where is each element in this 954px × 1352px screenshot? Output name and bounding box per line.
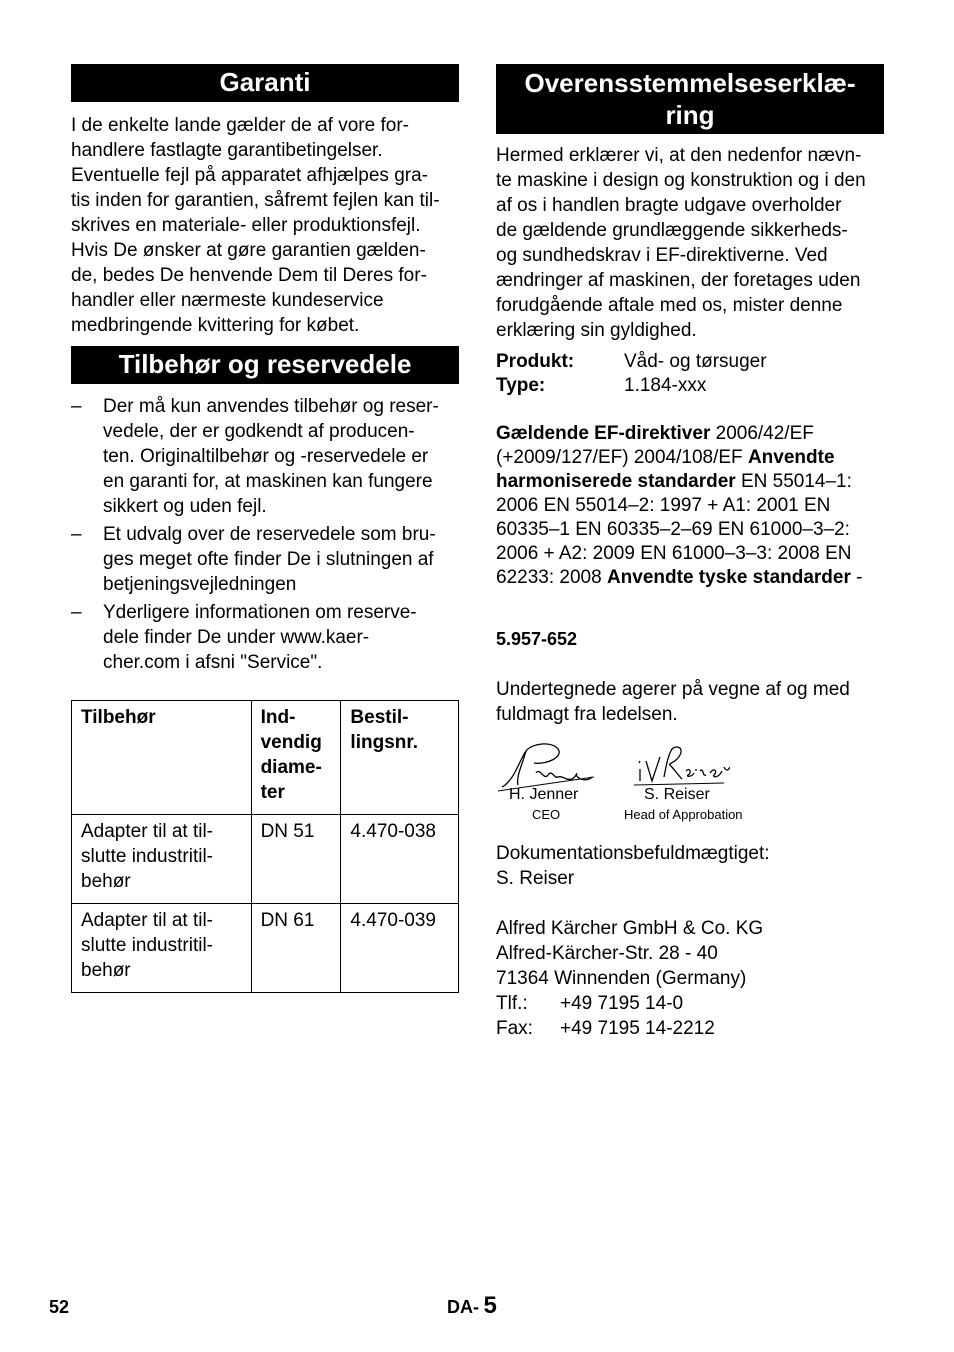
text-line: te maskine i design og konstruktion og i den — [496, 170, 866, 191]
bullet-dash: – — [71, 524, 82, 545]
signature-reiser-image — [634, 741, 730, 789]
table-row — [72, 904, 459, 993]
cell-accessory-name — [72, 815, 252, 904]
declaration-intro — [496, 143, 884, 343]
bullet-dash: – — [71, 396, 82, 417]
product-value: Våd- og tørsuger — [624, 351, 767, 372]
text-line: betjeningsvejledningen — [103, 574, 297, 595]
signatures — [496, 741, 884, 841]
accessories-table — [71, 700, 459, 993]
accessories-heading: Tilbehør og reservedele — [71, 346, 459, 384]
heading-line: ring — [665, 100, 715, 130]
text-line: handler eller nærmeste kundeservice — [71, 290, 384, 311]
text-line: tis inden for garantien, såfremt fejlen kan til- — [71, 190, 440, 211]
text-line: skrives en materiale- eller produktionsfejl. — [71, 215, 421, 236]
fax-label: Fax: — [496, 1018, 533, 1039]
header-line: Ind- — [260, 707, 296, 728]
cell-line: behør — [81, 871, 131, 892]
header-line: Tilbehør — [81, 707, 156, 728]
street-address: Alfred-Kärcher-Str. 28 - 40 — [496, 943, 718, 964]
header-line: vendig — [260, 732, 322, 753]
text-line: handlere fastlagte garantibetingelser. — [71, 140, 383, 161]
harmonised-heading: Anvendte harmoniserede standarder — [496, 447, 835, 492]
cell-accessory-name — [72, 904, 252, 993]
standard-item: EN 55014–2: 1997 + A1: 2001 — [543, 495, 799, 516]
text-line: fuldmagt fra ledelsen. — [496, 704, 678, 725]
cell-line: Adapter til at til- — [81, 821, 213, 842]
directive-item: 2004/108/EF — [633, 447, 743, 468]
text-line: cher.com i afsni "Service". — [103, 652, 323, 673]
city-address: 71364 Winnenden (Germany) — [496, 968, 747, 989]
garanti-text — [71, 113, 459, 338]
signatory2-name: S. Reiser — [644, 786, 710, 803]
table-header-row — [72, 701, 459, 815]
text-line: Hvis De ønsker at gøre garantien gælden- — [71, 240, 426, 261]
section-page-label — [447, 1292, 497, 1320]
accessories-bullets — [71, 394, 459, 675]
phone-value: +49 7195 14-0 — [560, 993, 684, 1014]
text-line: sikkert og uden fejl. — [103, 496, 267, 517]
table-row — [72, 815, 459, 904]
standard-item: EN 55014–1: 2006 — [496, 471, 852, 516]
text-line: Der må kun anvendes tilbehør og reser- — [103, 396, 439, 417]
header-line: diame- — [260, 757, 322, 778]
list-item — [71, 522, 459, 597]
header-line: Bestil- — [350, 707, 409, 728]
fax-value: +49 7195 14-2212 — [560, 1018, 715, 1039]
language-code: DA- — [447, 1297, 479, 1317]
text-line: erklæring sin gyldighed. — [496, 320, 697, 341]
doc-rep-label: Dokumentationsbefuldmægtiget: — [496, 843, 770, 864]
german-standards-heading: Anvendte tyske standarder — [606, 567, 851, 588]
header-line: lingsnr. — [350, 732, 418, 753]
text-line: medbringende kvittering for købet. — [71, 315, 360, 336]
text-line: Et udvalg over de reservedele som bru- — [103, 524, 436, 545]
text-line: Undertegnede agerer på vegne af og med — [496, 679, 850, 700]
text-line: Yderligere informationen om reserve- — [103, 602, 417, 623]
standard-item: EN 61000–3–3: 2008 — [640, 543, 820, 564]
bullet-dash: – — [71, 602, 82, 623]
text-line: og sundhedskrav i EF-direktiverne. Ved — [496, 245, 828, 266]
header-accessory — [72, 701, 252, 815]
standard-item: EN 62233: 2008 — [496, 543, 852, 588]
signatory1-role: CEO — [532, 807, 561, 822]
signatory1-name: H. Jenner — [509, 786, 579, 803]
text-line: de gældende grundlæggende sikkerheds- — [496, 220, 848, 241]
text-line: forudgående aftale med os, mister denne — [496, 295, 843, 316]
phone-row — [496, 991, 884, 1016]
documentation-representative — [496, 841, 884, 891]
text-line: I de enkelte lande gælder de af vore for- — [71, 115, 409, 136]
standard-item: EN 60335–2–69 — [575, 519, 713, 540]
text-line: ten. Originaltilbehør og -reservedele er — [103, 446, 429, 467]
standards-block — [496, 422, 884, 590]
page-number: 52 — [49, 1297, 70, 1317]
cell-order-number: 4.470-039 — [341, 904, 459, 993]
cell-diameter: DN 51 — [251, 815, 341, 904]
type-label: Type: — [496, 375, 546, 396]
right-column — [496, 64, 884, 1041]
header-diameter — [251, 701, 341, 815]
company-name: Alfred Kärcher GmbH & Co. KG — [496, 918, 764, 939]
list-item — [71, 394, 459, 519]
german-standards-value: - — [856, 567, 863, 588]
text-line: af os i handlen bragte udgave overholder — [496, 195, 842, 216]
cell-order-number: 4.470-038 — [341, 815, 459, 904]
text-line: vedele, der er godkendt af producen- — [103, 421, 415, 442]
text-line: de, bedes De henvende Dem til Deres for- — [71, 265, 427, 286]
product-label: Produkt: — [496, 351, 575, 372]
text-line: en garanti for, at maskinen kan fungere — [103, 471, 433, 492]
header-order-number — [341, 701, 459, 815]
left-column — [71, 64, 459, 993]
fax-row — [496, 1016, 884, 1041]
cell-line: Adapter til at til- — [81, 910, 213, 931]
header-line: ter — [260, 782, 285, 803]
phone-label: Tlf.: — [496, 993, 528, 1014]
product-info — [496, 350, 884, 398]
text-line: Eventuelle fejl på apparatet afhjælpes gra- — [71, 165, 429, 186]
garanti-heading: Garanti — [71, 64, 459, 102]
cell-line: slutte industritil- — [81, 935, 213, 956]
cell-line: behør — [81, 960, 131, 981]
undersigned-text — [496, 677, 884, 727]
text-line: ges meget ofte finder De i slutningen af — [103, 549, 434, 570]
declaration-heading — [496, 64, 884, 134]
standard-item: EN 60335–1 — [496, 495, 831, 540]
cell-diameter: DN 61 — [251, 904, 341, 993]
directives-heading: Gældende EF-direktiver — [496, 423, 711, 444]
text-line: dele finder De under www.kaer- — [103, 627, 370, 648]
product-row — [496, 350, 884, 374]
text-line: Hermed erklærer vi, at den nedenfor nævn- — [496, 145, 862, 166]
text-line: ændringer af maskinen, der foretages uden — [496, 270, 861, 291]
type-row — [496, 374, 884, 398]
cell-line: slutte industritil- — [81, 846, 213, 867]
list-item — [71, 600, 459, 675]
directive-item: 2006/42/EF (+2009/127/EF) — [496, 423, 814, 468]
standard-item: EN 61000–3–2: 2006 + A2: 2009 — [496, 519, 850, 564]
doc-number: 5.957-652 — [496, 629, 578, 649]
type-value: 1.184-xxx — [624, 375, 707, 396]
signatory2-role: Head of Approbation — [624, 807, 743, 822]
company-address — [496, 916, 884, 1041]
doc-rep-name: S. Reiser — [496, 868, 575, 889]
heading-line: Overensstemmelseserklæ- — [524, 68, 856, 98]
section-page-number: 5 — [483, 1292, 497, 1319]
